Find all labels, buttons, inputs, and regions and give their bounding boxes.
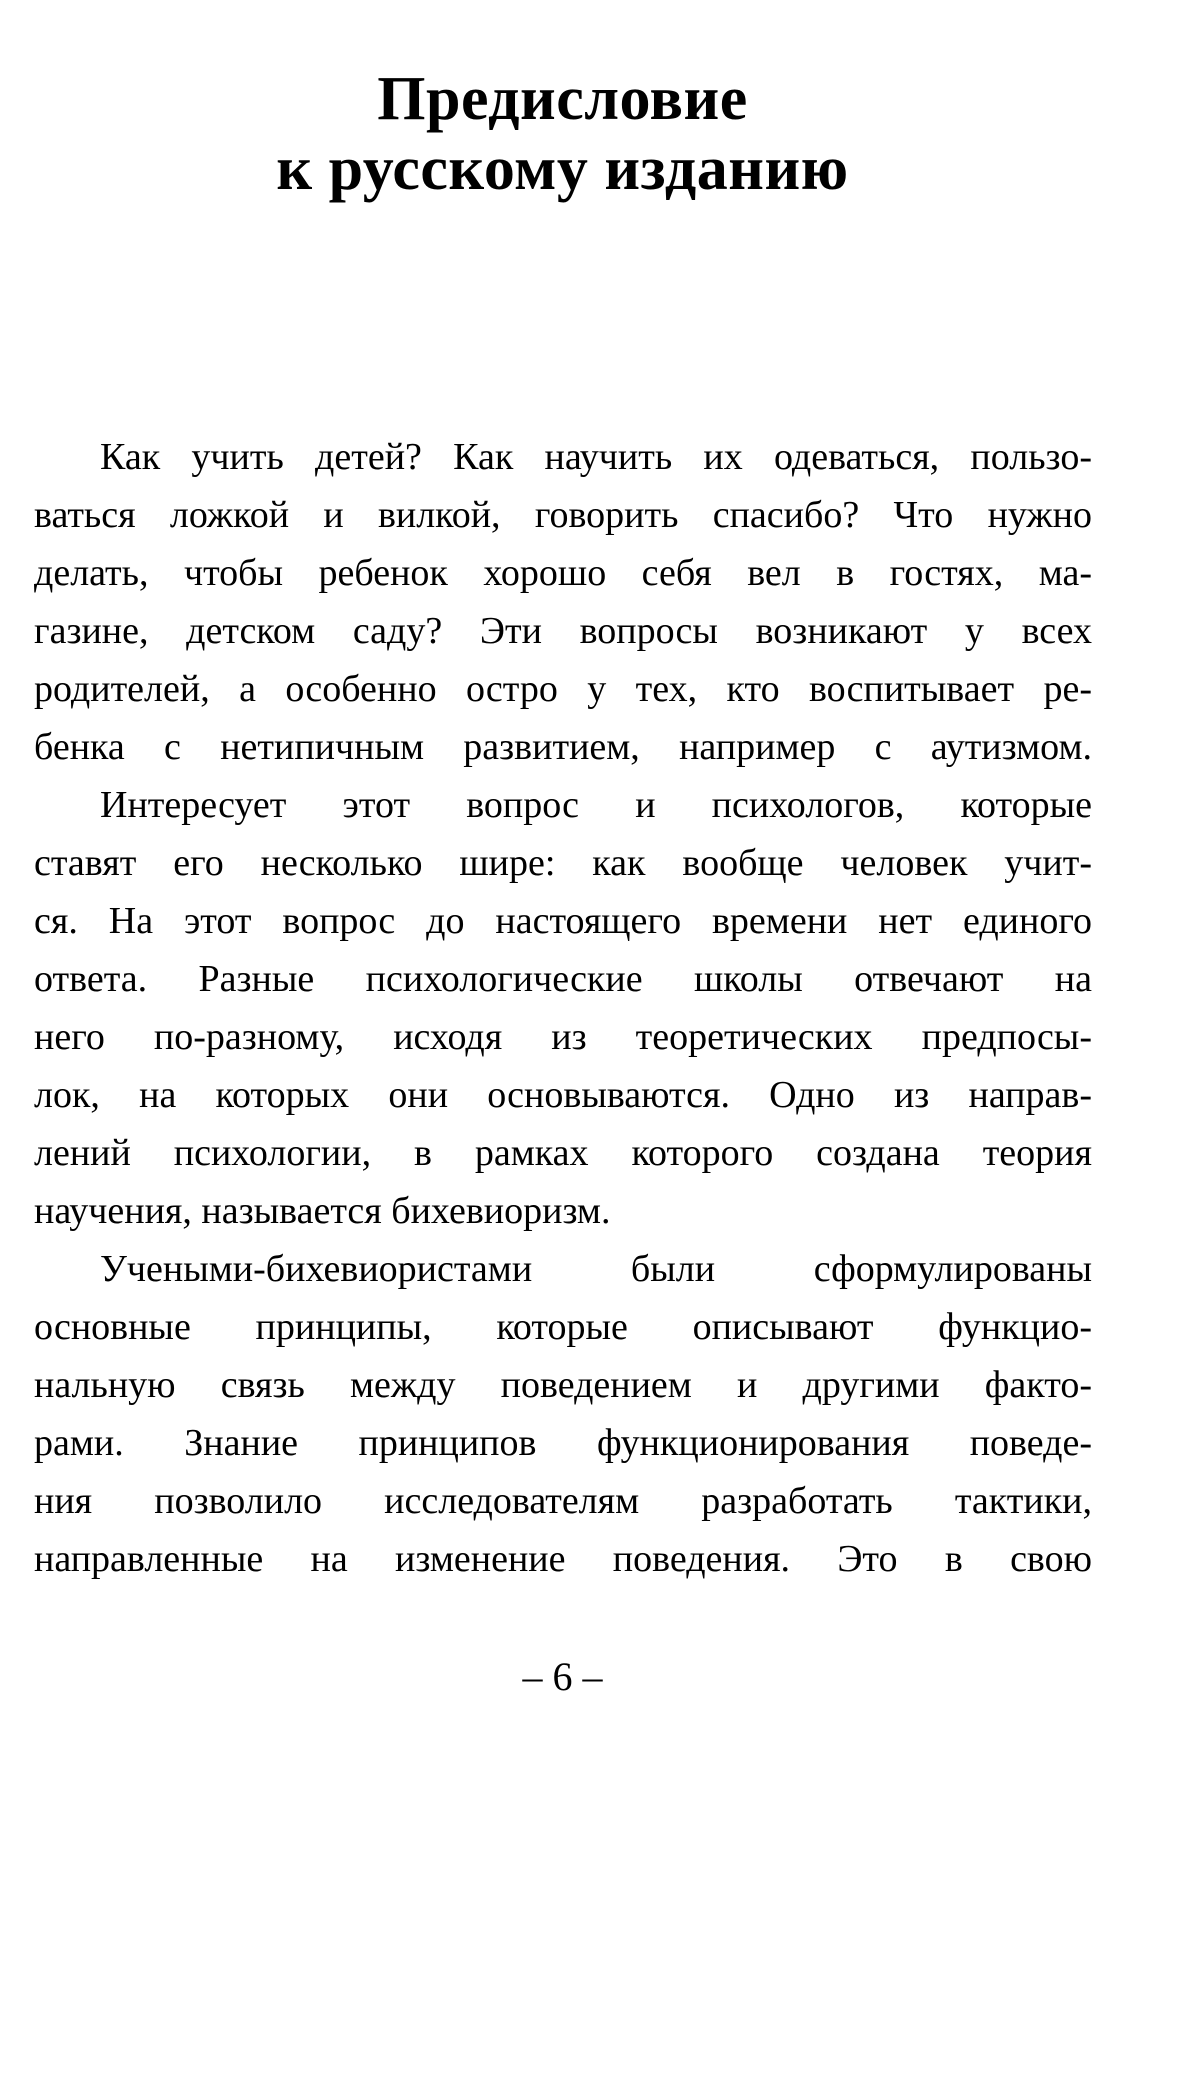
title-line-2: к русскому изданию (276, 134, 849, 203)
text-line: бенка с нетипичным развитием, например с аутизмом. (34, 726, 1092, 768)
text-line: Интересует этот вопрос и психологов, которые (100, 784, 1092, 826)
text-line: ответа. Разные психологические школы отвечают на (34, 958, 1092, 1000)
text-line: делать, чтобы ребенок хорошо себя вел в гостях, ма- (34, 552, 1092, 594)
paragraph-3 (34, 1240, 1092, 1588)
text-line: родителей, а особенно остро у тех, кто воспитывает ре- (34, 668, 1092, 710)
text-line: него по-разному, исходя из теоретических предпосы- (34, 1016, 1092, 1058)
paragraph-2 (34, 776, 1092, 1240)
page-title (0, 64, 1125, 204)
text-line: ния позволило исследователям разработать тактики, (34, 1480, 1092, 1522)
text-line: газине, детском саду? Эти вопросы возникают у всех (34, 610, 1092, 652)
page-number: – 6 – (522, 1654, 603, 1699)
text-line: рами. Знание принципов функционирования поведе- (34, 1422, 1092, 1464)
text-line: ставят его несколько шире: как вообще человек учит- (34, 842, 1092, 884)
text-line: ся. На этот вопрос до настоящего времени нет единого (34, 900, 1092, 942)
text-line: нальную связь между поведением и другими факто- (34, 1364, 1092, 1406)
text-line: ваться ложкой и вилкой, говорить спасибо? Что нужно (34, 494, 1092, 536)
text-line: лений психологии, в рамках которого создана теория (34, 1132, 1092, 1174)
text-line: Учеными-бихевиористами были сформулированы (100, 1248, 1092, 1290)
text-line: лок, на которых они основываются. Одно из направ- (34, 1074, 1092, 1116)
text-line: направленные на изменение поведения. Это в свою (34, 1538, 1092, 1580)
text-line: Как учить детей? Как научить их одеваться, пользо- (100, 436, 1092, 478)
paragraph-1 (34, 428, 1092, 776)
body-text (34, 428, 1092, 1588)
text-line: научения, называется бихевиоризм. (34, 1190, 611, 1232)
text-line: основные принципы, которые описывают функцио- (34, 1306, 1092, 1348)
title-line-1: Предисловие (377, 64, 748, 133)
